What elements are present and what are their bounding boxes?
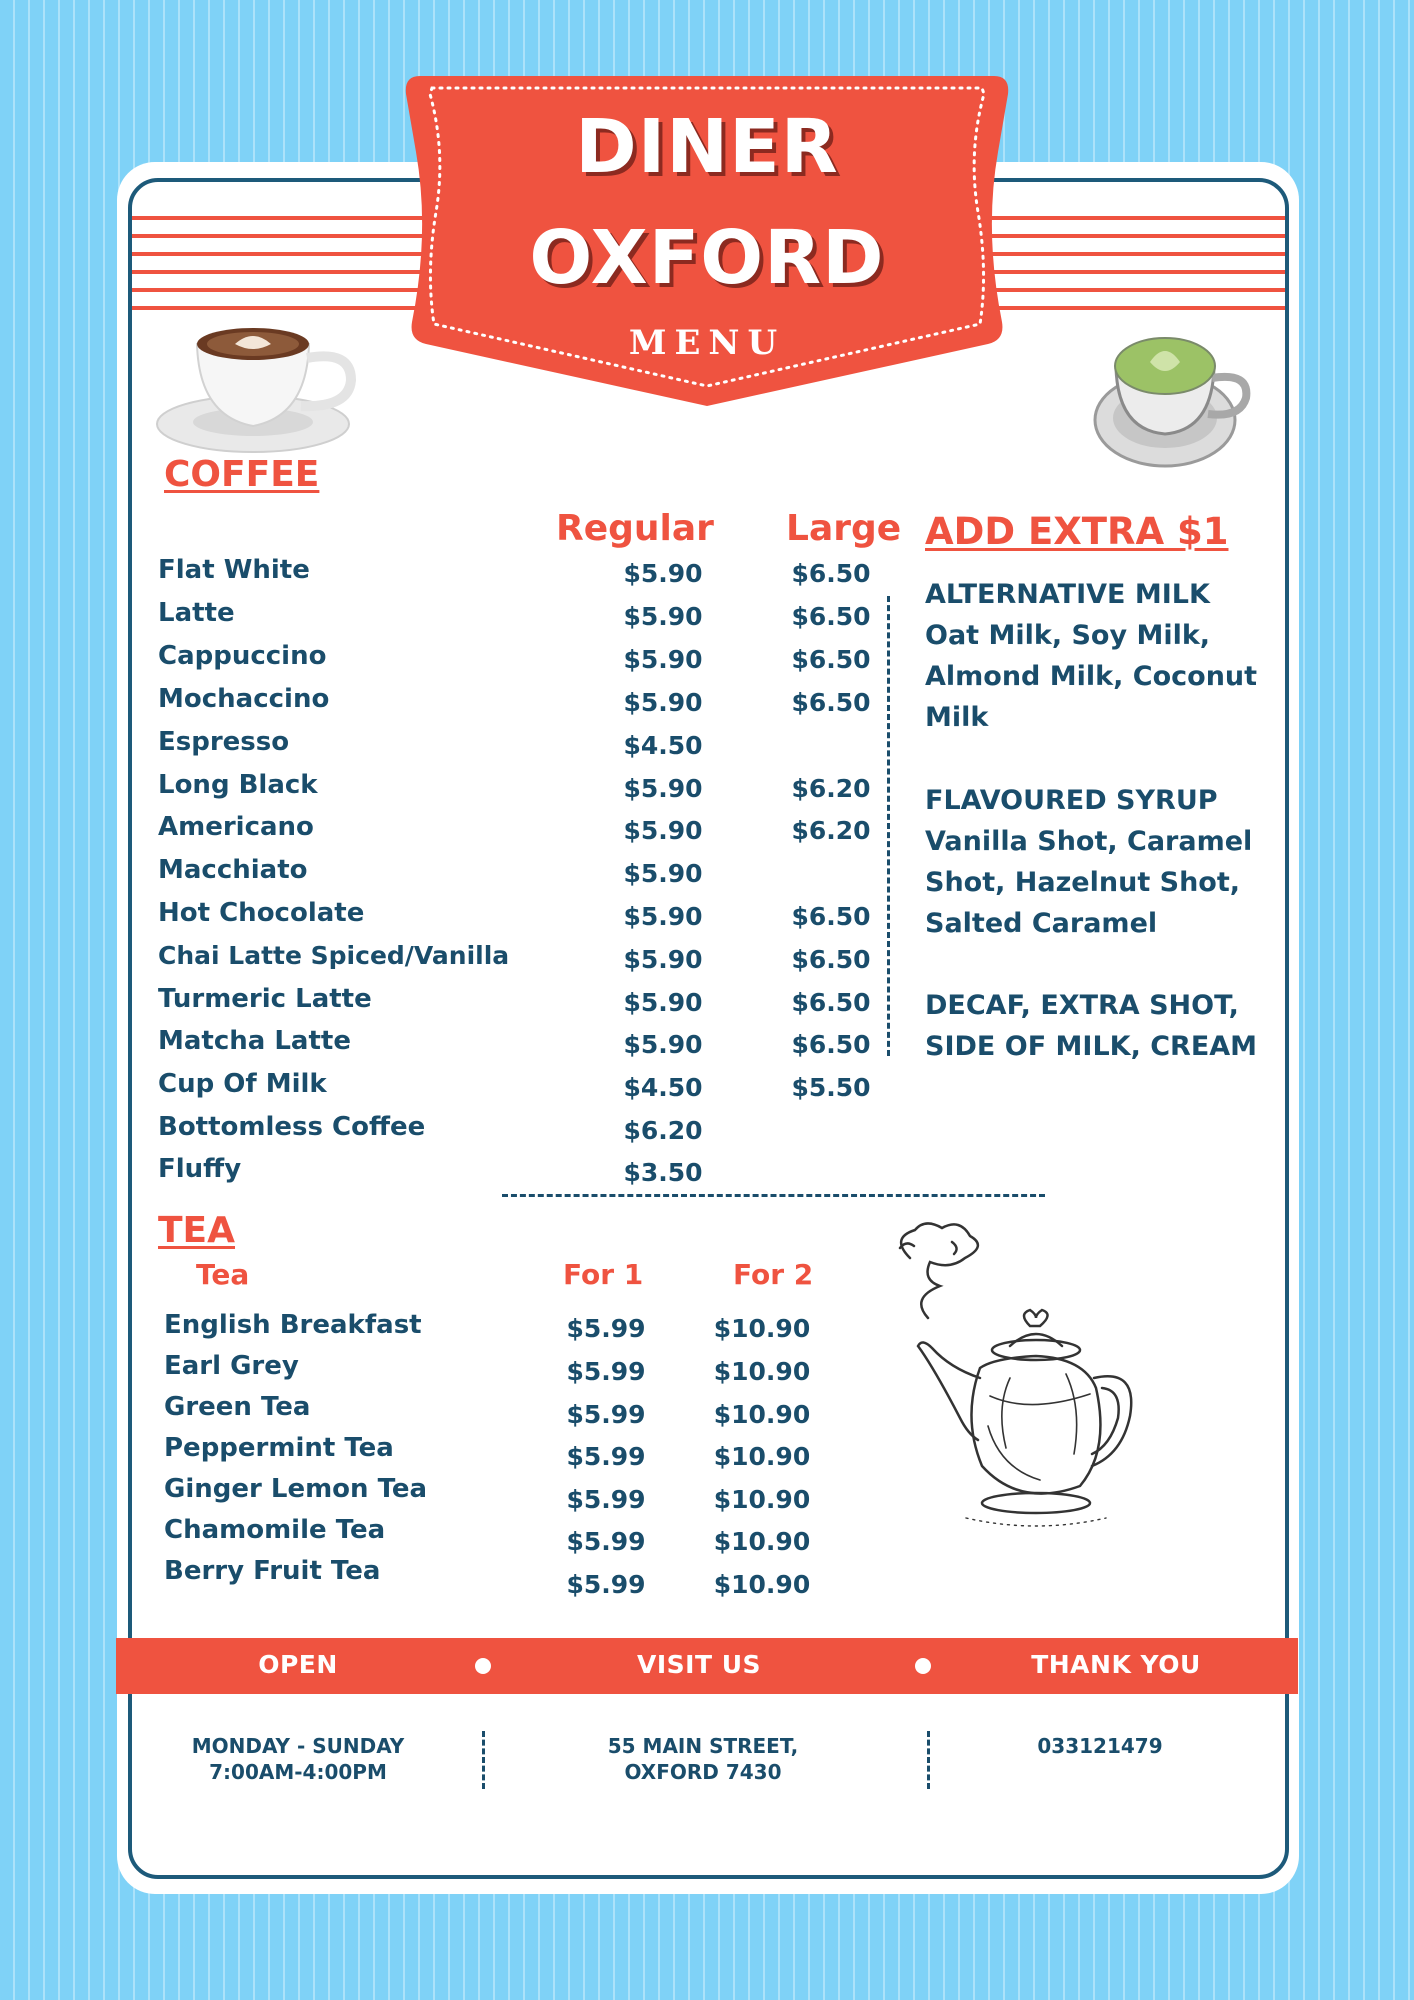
- extras-milk: [925, 574, 1265, 738]
- coffee-item-name: Bottomless Coffee: [158, 1112, 426, 1142]
- tea-section-title: TEA: [158, 1210, 236, 1251]
- tea-price-for1: $5.99: [566, 1314, 646, 1343]
- tea-item-name: Ginger Lemon Tea: [164, 1474, 428, 1504]
- tea-price-for2: $10.90: [713, 1442, 811, 1471]
- coffee-price-large: $6.50: [791, 645, 871, 674]
- coffee-price-regular: $5.90: [623, 988, 703, 1017]
- coffee-price-regular: $5.90: [623, 902, 703, 931]
- teapot-icon: [870, 1218, 1150, 1538]
- footer-open-label: OPEN: [258, 1650, 338, 1679]
- tea-price-for1: $5.99: [566, 1527, 646, 1556]
- tea-col-name: Tea: [196, 1258, 250, 1291]
- tea-price-for1: $5.99: [566, 1400, 646, 1429]
- coffee-item-name: Matcha Latte: [158, 1026, 351, 1056]
- coffee-price-regular: $5.90: [623, 688, 703, 717]
- coffee-item-name: Long Black: [158, 770, 318, 800]
- extras-title: ADD EXTRA $1: [925, 510, 1229, 553]
- coffee-price-regular: $4.50: [623, 1073, 703, 1102]
- section-divider: [502, 1194, 1045, 1197]
- tea-col-for1: For 1: [563, 1258, 644, 1291]
- coffee-price-large: $6.50: [791, 988, 871, 1017]
- coffee-price-large: $6.20: [791, 774, 871, 803]
- tea-col-for2: For 2: [733, 1258, 814, 1291]
- coffee-item-name: Espresso: [158, 727, 290, 757]
- coffee-price-large: $6.50: [791, 559, 871, 588]
- coffee-price-regular: $3.50: [623, 1158, 703, 1187]
- tea-price-for1: $5.99: [566, 1485, 646, 1514]
- coffee-item-name: Chai Latte Spiced/Vanilla: [158, 941, 510, 970]
- title-diner: DINER: [575, 104, 839, 190]
- title-oxford: OXFORD: [529, 215, 885, 301]
- tea-item-name: Green Tea: [164, 1392, 311, 1422]
- footer-divider: [482, 1731, 485, 1789]
- extras-syrup-heading: FLAVOURED SYRUP: [925, 785, 1218, 816]
- coffee-price-large: $6.50: [791, 1030, 871, 1059]
- tea-item-name: English Breakfast: [164, 1310, 422, 1340]
- coffee-price-regular: $4.50: [623, 731, 703, 760]
- coffee-item-name: Cup Of Milk: [158, 1069, 327, 1099]
- tea-price-for1: $5.99: [566, 1442, 646, 1471]
- coffee-item-name: Turmeric Latte: [158, 984, 372, 1014]
- col-regular: Regular: [556, 508, 714, 549]
- tea-item-name: Berry Fruit Tea: [164, 1556, 381, 1586]
- tea-price-for2: $10.90: [713, 1400, 811, 1429]
- coffee-price-regular: $5.90: [623, 1030, 703, 1059]
- tea-price-for2: $10.90: [713, 1570, 811, 1599]
- coffee-section-title: COFFEE: [164, 454, 320, 495]
- coffee-item-name: Mochaccino: [158, 684, 330, 714]
- footer-hours-time: 7:00AM-4:00PM: [209, 1760, 387, 1784]
- tea-price-for2: $10.90: [713, 1527, 811, 1556]
- matcha-cup-icon: [1090, 322, 1260, 472]
- extras-syrup-options: Vanilla Shot, Caramel Shot, Hazelnut Shot, Salted Caramel: [925, 826, 1253, 939]
- footer-visit-label: VISIT US: [636, 1650, 762, 1679]
- coffee-price-large: $5.50: [791, 1073, 871, 1102]
- menu-subtitle: MENU: [628, 323, 786, 363]
- coffee-price-large: $6.50: [791, 902, 871, 931]
- coffee-price-regular: $5.90: [623, 645, 703, 674]
- tea-item-name: Earl Grey: [164, 1351, 299, 1381]
- tea-price-for2: $10.90: [713, 1314, 811, 1343]
- footer-hours: [178, 1733, 418, 1785]
- coffee-price-regular: $5.90: [623, 859, 703, 888]
- coffee-item-name: Macchiato: [158, 855, 308, 885]
- extras-syrup: [925, 780, 1255, 944]
- footer-hours-days: MONDAY - SUNDAY: [191, 1734, 405, 1758]
- col-large: Large: [786, 508, 902, 549]
- coffee-price-regular: $6.20: [623, 1116, 703, 1145]
- tea-item-name: Chamomile Tea: [164, 1515, 386, 1545]
- coffee-item-name: Fluffy: [158, 1154, 242, 1184]
- coffee-price-regular: $5.90: [623, 774, 703, 803]
- tea-price-for2: $10.90: [713, 1485, 811, 1514]
- extras-other: DECAF, EXTRA SHOT, SIDE OF MILK, CREAM: [925, 990, 1258, 1062]
- coffee-item-name: Flat White: [158, 555, 310, 585]
- tea-item-name: Peppermint Tea: [164, 1433, 394, 1463]
- tea-price-for1: $5.99: [566, 1570, 646, 1599]
- coffee-price-large: $6.50: [791, 688, 871, 717]
- footer-address-line2: OXFORD 7430: [624, 1760, 782, 1784]
- footer-address: [578, 1733, 828, 1785]
- footer-thanks-label: THANK YOU: [1031, 1650, 1201, 1679]
- coffee-item-name: Cappuccino: [158, 641, 327, 671]
- coffee-price-regular: $5.90: [623, 816, 703, 845]
- coffee-price-large: $6.20: [791, 816, 871, 845]
- coffee-item-name: Americano: [158, 812, 314, 842]
- footer-dot: [915, 1658, 931, 1674]
- tea-price-for1: $5.99: [566, 1357, 646, 1386]
- coffee-item-name: Latte: [158, 598, 235, 628]
- coffee-cup-icon: [155, 318, 365, 458]
- extras-milk-heading: ALTERNATIVE MILK: [925, 579, 1210, 610]
- coffee-price-regular: $5.90: [623, 945, 703, 974]
- coffee-item-name: Hot Chocolate: [158, 898, 365, 928]
- footer-divider: [927, 1731, 930, 1789]
- extras-milk-options: Oat Milk, Soy Milk, Almond Milk, Coconut Milk: [925, 620, 1258, 733]
- footer-dot: [475, 1658, 491, 1674]
- footer-phone: 033121479: [1037, 1734, 1163, 1758]
- extras-divider: [887, 596, 890, 1056]
- footer-address-line1: 55 MAIN STREET,: [607, 1734, 799, 1758]
- coffee-price-large: $6.50: [791, 945, 871, 974]
- tea-price-for2: $10.90: [713, 1357, 811, 1386]
- coffee-price-regular: $5.90: [623, 602, 703, 631]
- coffee-price-regular: $5.90: [623, 559, 703, 588]
- coffee-price-large: $6.50: [791, 602, 871, 631]
